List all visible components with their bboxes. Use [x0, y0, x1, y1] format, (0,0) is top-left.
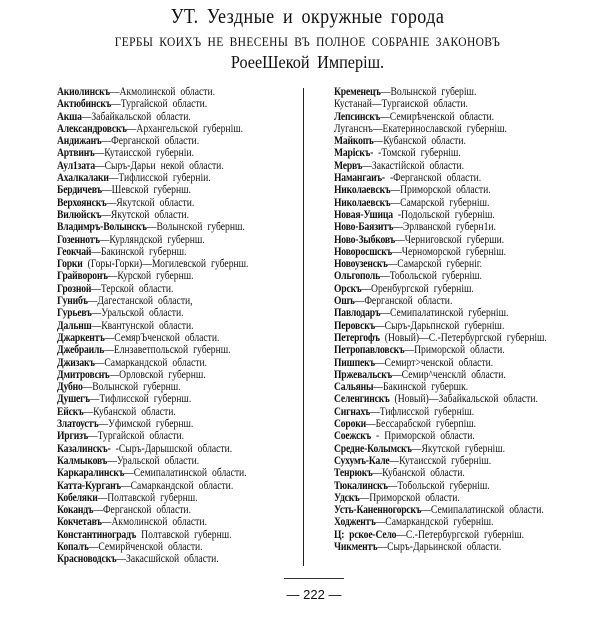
region-name: —Тифлисской губернiи. [108, 172, 211, 185]
region-name: Кустанай—Тургаиской области. [334, 98, 468, 111]
city-name: Николаевскъ [334, 196, 391, 209]
footer-rule [284, 578, 344, 579]
list-item [57, 430, 263, 442]
region-name: —С.-Петербургской губернiш. [396, 528, 525, 541]
list-item [334, 529, 566, 541]
region-name: Полтавской губернш. [136, 528, 232, 541]
list-item [57, 234, 263, 246]
left-column [57, 86, 297, 566]
list-item [334, 492, 566, 504]
list-item [57, 320, 263, 332]
list-item [57, 246, 263, 258]
list-item [57, 369, 263, 381]
list-item [57, 135, 263, 147]
city-name: Джаркентъ [57, 331, 105, 344]
list-item [334, 295, 566, 307]
city-name: Тенрюкъ [334, 467, 373, 480]
region-name: —Квантунской области. [91, 319, 194, 332]
city-name: Казалинскъ- [57, 442, 111, 455]
city-name: Каркаралинскъ [57, 467, 125, 480]
city-name: Дубно [57, 381, 83, 394]
city-name: Кокчетавъ [57, 516, 102, 529]
list-item [334, 504, 566, 516]
region-name: —Кутаисской губернiи. [94, 147, 194, 160]
region-name: —Архангельской губернiш. [126, 122, 244, 135]
city-name: Новая-Ушица [334, 208, 393, 221]
city-name: Пишпекъ [334, 356, 375, 369]
region-name: -Томской губернiш. [373, 147, 461, 160]
page-title: УТ. Уездные и окружные города [170, 4, 445, 28]
region-name: —Терской области. [91, 282, 174, 295]
region-name: —Семирт>ченской области. [374, 356, 494, 369]
list-item [57, 504, 263, 516]
list-item [57, 467, 263, 479]
list-item [334, 406, 566, 418]
region-name: —Кубанской области. [373, 135, 466, 148]
city-name: Джебраиль [57, 344, 105, 357]
city-name: Дальнш [57, 319, 92, 332]
list-item [334, 381, 566, 393]
region-name: —Дагестанской области, [87, 295, 193, 308]
region-name: —Уральской области. [91, 307, 184, 320]
region-name: —Кубанской области. [83, 405, 176, 418]
region-name: —Приморской области. [359, 491, 460, 504]
city-name: Сухумъ-Кале [334, 454, 390, 467]
region-name: Луганснъ—Екатеринославской губернiш. [334, 122, 507, 135]
list-item [334, 332, 566, 344]
right-column [334, 86, 604, 553]
list-item [57, 455, 263, 467]
city-name: Селенгинскъ [334, 393, 390, 406]
city-name: Ахалкалаки [57, 172, 109, 185]
list-item [334, 443, 566, 455]
city-name: Грайворонъ [57, 270, 108, 283]
city-name: Новоузенскъ [334, 258, 388, 271]
list-item [334, 184, 566, 196]
city-name: Катта-Курганъ [57, 479, 122, 492]
city-name: Красноводскъ [57, 553, 117, 566]
region-name: —Полтавской губернш. [97, 491, 198, 504]
list-item [57, 86, 263, 98]
page-subtitle-empire: РоееШекой Имперiш. [230, 52, 385, 72]
list-item [334, 320, 566, 332]
city-name: Сороки [334, 418, 366, 431]
city-name: Ц: рское-Село [334, 528, 397, 541]
region-name: —Сыръ-Дарьинской области. [377, 540, 502, 553]
region-name: —Закастiйской области. [362, 159, 465, 172]
region-name: —Шевской губернш. [101, 184, 191, 197]
list-item [57, 443, 263, 455]
city-name: Ейскъ [57, 405, 84, 418]
list-item [334, 467, 566, 479]
city-name: Гурьевъ [57, 307, 92, 320]
region-name: —Бакинской губершк. [373, 381, 469, 394]
city-name: Грозной [57, 282, 92, 295]
list-item [334, 234, 566, 246]
region-name: —Черниговской губерши. [395, 233, 505, 246]
list-item [334, 357, 566, 369]
list-item [334, 160, 566, 172]
list-item [57, 209, 263, 221]
list-item [334, 344, 566, 356]
list-item [57, 172, 263, 184]
city-name: Петергофъ [334, 331, 380, 344]
list-item [57, 418, 263, 430]
list-item [334, 123, 566, 135]
region-name: —Якутской области. [101, 208, 189, 221]
region-name: - Приморской области. [371, 430, 475, 443]
city-name: Мервъ [334, 159, 363, 172]
list-item [334, 172, 566, 184]
city-name: Копалъ [57, 540, 89, 553]
list-item [334, 111, 566, 123]
list-item [57, 307, 263, 319]
list-item [334, 541, 566, 553]
region-name: —СемярЪченской области. [104, 331, 220, 344]
list-item [57, 357, 263, 369]
city-name: Соежскъ [334, 430, 372, 443]
city-name: Геокчай [57, 245, 92, 258]
city-name: Кременецъ [334, 86, 381, 98]
city-name: Кобеляки [57, 491, 98, 504]
list-item [334, 516, 566, 528]
list-item [57, 160, 263, 172]
region-name: —Самаркандской области. [94, 356, 208, 369]
region-name: —Акмолинской области. [101, 516, 207, 529]
page-subtitle: ГЕРБЫ КОИХЪ НЕ ВНЕСЕНЫ ВЪ ПОЛНОЕ СОБРАНIЕ ЗАКОНОВЪ [114, 35, 501, 49]
list-item [334, 258, 566, 270]
list-item [57, 98, 263, 110]
city-name: Верхоянскъ [57, 196, 107, 209]
city-name: Майкопъ [334, 135, 374, 148]
city-name: Акша [57, 110, 82, 123]
city-name: Златоустъ [57, 418, 99, 431]
city-name: Вилюйскъ [57, 208, 102, 221]
region-name: —Самарской губернiш. [390, 196, 490, 209]
list-item [57, 184, 263, 196]
list-item [334, 418, 566, 430]
region-name: —Волынской губернш. [82, 381, 181, 394]
list-item [334, 209, 566, 221]
city-name: Орскъ [334, 282, 362, 295]
list-item [57, 221, 263, 233]
city-name: Сальяны [334, 381, 374, 394]
city-name: Горки [57, 258, 83, 271]
city-name: Владимръ-Волынскъ [57, 221, 147, 234]
list-item [334, 270, 566, 282]
city-name: Ново-Зыбковъ [334, 233, 396, 246]
city-name: Аул1зата [57, 159, 95, 172]
city-name: Средне-Колымскъ [334, 442, 412, 455]
region-name: —Семипалатинской области. [421, 504, 544, 517]
region-name: —Якутской губернiш. [411, 442, 506, 455]
city-name: Пржевальскъ [334, 368, 393, 381]
region-name: —Уфимской губернш. [98, 418, 194, 431]
list-item [334, 430, 566, 442]
region-name: —Акмолинской области. [109, 86, 216, 98]
city-name: Тюкалинскъ [334, 479, 388, 492]
list-item [57, 111, 263, 123]
city-name: Николаевскъ [334, 184, 391, 197]
region-name: —Кутаисской губернiш. [389, 454, 492, 467]
list-item [57, 393, 263, 405]
region-name: —Якутской области. [106, 196, 195, 209]
list-item [334, 197, 566, 209]
list-item [57, 344, 263, 356]
region-name: —Самарской губернiг. [387, 258, 483, 271]
region-name: -Подольской губернiш. [392, 208, 495, 221]
city-name: Ново-Баязитъ [334, 221, 394, 234]
region-name: —Бакинской губернш. [91, 245, 187, 258]
list-item [334, 221, 566, 233]
city-name: Марiскъ- [334, 147, 374, 160]
city-name: Павлодаръ [334, 307, 381, 320]
list-item [57, 516, 263, 528]
list-item [57, 270, 263, 282]
city-name: Лепсинскъ [334, 110, 381, 123]
region-name: —Семир^ченсклй области. [392, 368, 506, 381]
city-name: Артвинъ [57, 147, 95, 160]
city-name: Гозеннотъ [57, 233, 100, 246]
region-name: (Горы-Горки)—Могилевской губернш. [82, 258, 249, 271]
region-name: —Эрлванской губерн1и. [393, 221, 496, 234]
region-name: —Бессарабской губерпiш. [365, 418, 477, 431]
list-item [57, 283, 263, 295]
list-item [57, 541, 263, 553]
city-name: Гунибъ [57, 295, 88, 308]
city-name: Актюбинскъ [57, 98, 112, 111]
city-name: Ошъ [334, 295, 355, 308]
list-item [57, 197, 263, 209]
city-name: Дмитровснъ [57, 368, 110, 381]
city-name: Перовскъ [334, 319, 376, 332]
list-item [334, 480, 566, 492]
region-name: —Орловской губернш. [109, 368, 206, 381]
region-name: —Сыръ-Дарьи некой области. [94, 159, 224, 172]
region-name: -Сыръ-Дарышской области. [110, 442, 233, 455]
region-name: —Семирйченской области. [88, 540, 203, 553]
list-item [57, 406, 263, 418]
region-name: —Курской губернш. [107, 270, 194, 283]
region-name: —Самаркандской области. [121, 479, 234, 492]
city-name: Калмыковъ [57, 454, 108, 467]
list-item [57, 258, 263, 270]
city-name: Петропавловскъ [334, 344, 405, 357]
region-name: —Тифлисской губернiш. [370, 405, 475, 418]
city-name: Сигнахъ [334, 405, 371, 418]
list-item [334, 147, 566, 159]
list-item [57, 381, 263, 393]
region-name: —Кубанской области. [372, 467, 465, 480]
region-name: —Ферганской области. [101, 135, 200, 148]
region-name: —Уральской области. [107, 454, 200, 467]
region-name: —Приморской области. [390, 184, 491, 197]
list-item [57, 480, 263, 492]
city-name: Усть-Каненногорскъ [334, 504, 422, 517]
page-number: — 222 — [286, 587, 342, 602]
city-name: Андижанъ [57, 135, 102, 148]
list-item [57, 492, 263, 504]
city-name: Чикментъ [334, 540, 378, 553]
region-name: —Тифлисской губернш. [89, 393, 192, 406]
region-name: —Сыръ-Дарьпнской губернiш. [375, 319, 505, 332]
city-name: Александровскъ [57, 122, 127, 135]
list-item [334, 393, 566, 405]
list-item [334, 86, 566, 98]
list-item [334, 455, 566, 467]
column-divider [303, 88, 304, 566]
region-name: —Ферганской области. [354, 295, 453, 308]
list-item [334, 135, 566, 147]
region-name: —Курляндской губернш. [99, 233, 205, 246]
city-name: Бердичевъ [57, 184, 102, 197]
list-item [57, 295, 263, 307]
city-name: Душегъ [57, 393, 90, 406]
list-item [334, 98, 566, 110]
city-name: Ходжентъ [334, 516, 376, 529]
list-item [334, 246, 566, 258]
region-name: —Тобольской губернiш. [387, 479, 490, 492]
city-name: Удскъ [334, 491, 360, 504]
region-name: —Тургайской области. [88, 430, 185, 443]
city-name: Намангаиъ- [334, 172, 385, 185]
region-name: —Семирѣченской области. [380, 110, 495, 123]
region-name: —Оренбургской губернiш. [361, 282, 474, 295]
region-name: —Тургайской области. [111, 98, 208, 111]
region-name: —Семипалатинской губернiш. [380, 307, 509, 320]
region-name: —Приморской области. [404, 344, 505, 357]
region-name: —Елнзаветпольской губернш. [104, 344, 231, 357]
region-name: (Новый)—С.-Петербургской губернiш. [379, 331, 547, 344]
list-item [57, 553, 263, 565]
region-name: —Самаркандской губернiш. [375, 516, 494, 529]
region-name: —Ферганской области. [93, 504, 191, 517]
list-item [334, 307, 566, 319]
list-item [57, 147, 263, 159]
city-name: Иргизъ [57, 430, 89, 443]
city-name: Кокандъ [57, 504, 94, 517]
city-name: Акиолинскъ [57, 86, 110, 98]
region-name: —Тобольской губернiш. [380, 270, 482, 283]
region-name: —Черноморской губернiш. [392, 245, 507, 258]
region-name: —Волынской губернш. [146, 221, 245, 234]
region-name: —Волынской губерiш. [380, 86, 477, 98]
city-name: Новоросшскъ [334, 245, 393, 258]
region-name: —Семипалатинской области. [124, 467, 247, 480]
city-name: Джизакъ [57, 356, 95, 369]
city-name: Константиноградъ [57, 528, 137, 541]
region-name: (Новый)—Забайкальской области. [389, 393, 538, 406]
region-name: —Забайкальской области. [81, 110, 191, 123]
list-item [57, 123, 263, 135]
city-name: Ольгополь [334, 270, 381, 283]
list-item [334, 283, 566, 295]
list-item [57, 529, 263, 541]
list-item [334, 369, 566, 381]
region-name: —Закасшйской области. [116, 553, 219, 566]
list-item [57, 332, 263, 344]
region-name: -Ферганской области. [384, 172, 482, 185]
